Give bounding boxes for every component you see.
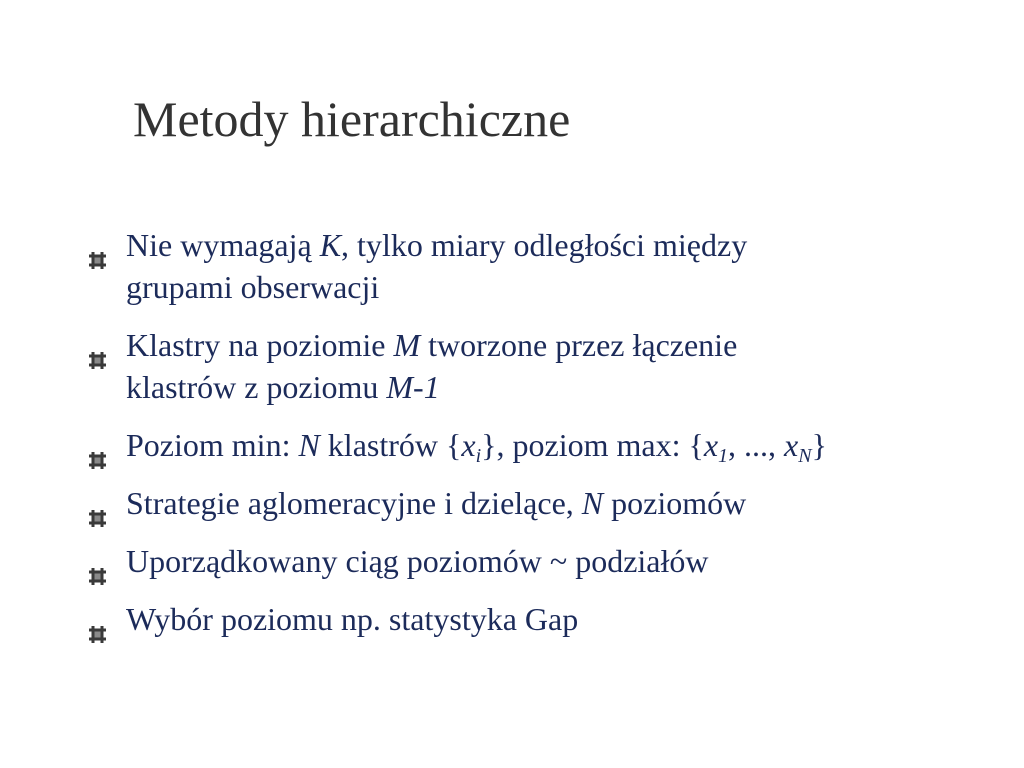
text-run: Uporządkowany ciąg poziomów ~ podziałów (126, 543, 709, 579)
italic-symbol: x (703, 427, 719, 463)
hash-square-bullet-icon (89, 553, 106, 570)
bullet-item (88, 482, 988, 524)
hash-square-bullet-icon (89, 337, 106, 354)
text-run: klastrów { (319, 427, 462, 463)
italic-symbol: x (461, 427, 476, 463)
bullet-list (88, 224, 988, 656)
subscript: N (798, 445, 812, 467)
text-run: Strategie aglomeracyjne i dzielące, (126, 485, 582, 521)
bullet-text (126, 227, 747, 305)
bullet-text (126, 485, 746, 521)
bullet-text (126, 543, 708, 579)
subscript: 1 (718, 445, 729, 467)
bullet-text (126, 327, 737, 405)
bullet-item (88, 598, 988, 640)
text-run: , ..., (728, 427, 785, 463)
text-run: grupami obserwacji (126, 269, 380, 305)
text-run: }, poziom max: { (481, 427, 704, 463)
italic-symbol: M (393, 327, 421, 363)
italic-symbol: x (784, 427, 799, 463)
bullet-item (88, 540, 988, 582)
hash-square-bullet-icon (89, 437, 106, 454)
italic-symbol: N (298, 427, 320, 463)
slide-title: Metody hierarchiczne (133, 91, 571, 147)
text-run: , tylko miary odległości między (341, 227, 748, 263)
text-run: klastrów z poziomu (126, 369, 387, 405)
italic-symbol: K (319, 227, 342, 263)
bullet-text (126, 427, 827, 467)
subscript: i (475, 445, 482, 467)
italic-symbol: N (581, 485, 604, 521)
hash-square-bullet-icon (89, 611, 106, 628)
italic-symbol: M-1 (386, 369, 440, 405)
text-run: Nie wymagają (126, 227, 320, 263)
text-run: poziomów (603, 485, 747, 521)
text-run: Poziom min: (126, 427, 299, 463)
bullet-item (88, 424, 988, 466)
text-run: tworzone przez łączenie (420, 327, 738, 363)
text-run: Klastry na poziomie (126, 327, 394, 363)
bullet-item (88, 324, 988, 408)
hash-square-bullet-icon (89, 495, 106, 512)
hash-square-bullet-icon (89, 237, 106, 254)
text-run: Wybór poziomu np. statystyka Gap (126, 601, 579, 637)
bullet-item (88, 224, 988, 308)
bullet-text (126, 601, 578, 637)
text-run: } (811, 427, 827, 463)
